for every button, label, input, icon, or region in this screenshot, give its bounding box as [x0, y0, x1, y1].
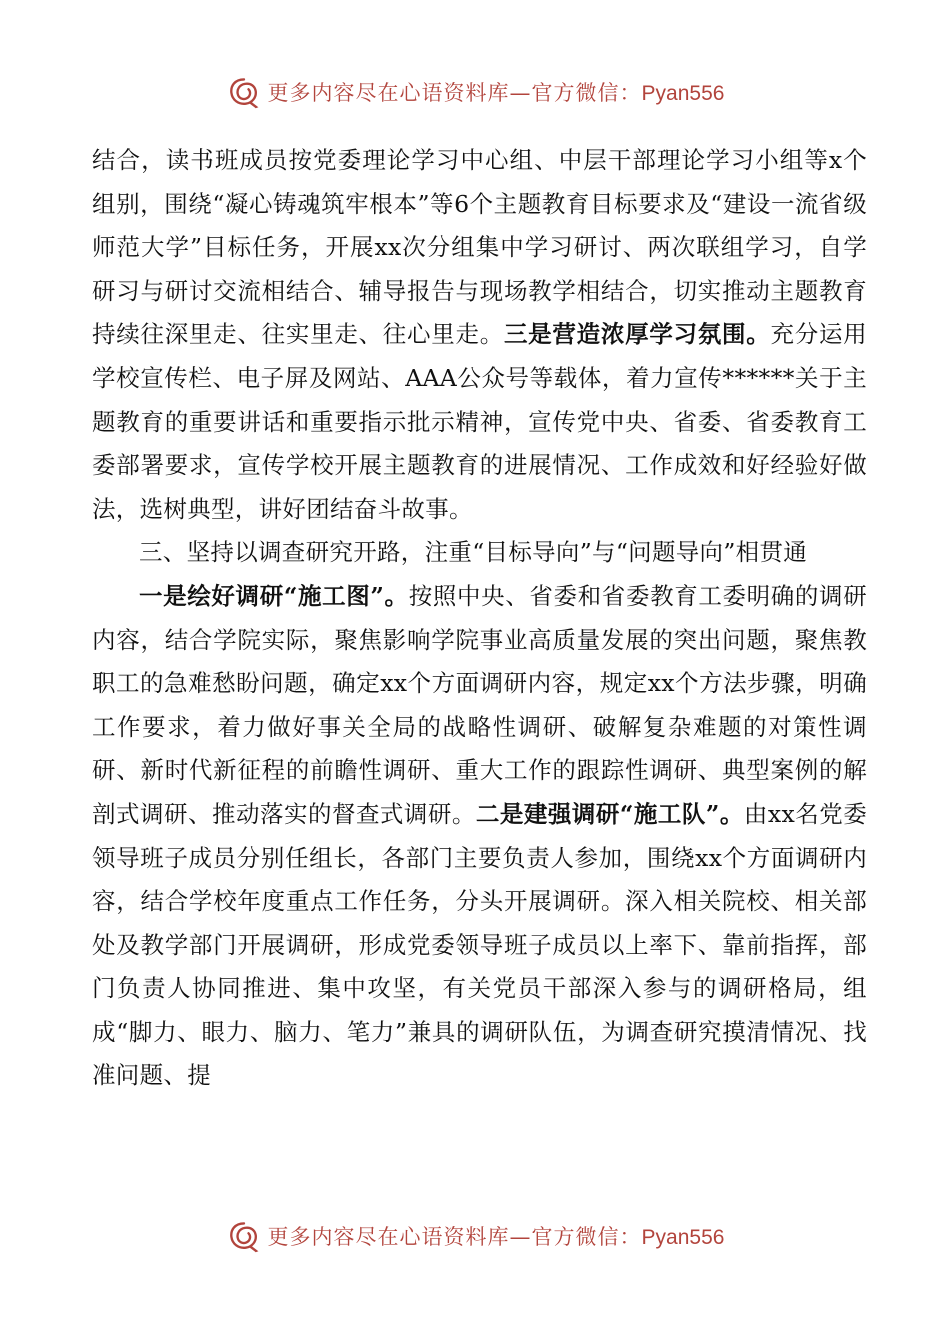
paragraph-text: 由xx名党委领导班子成员分别任组长，各部门主要负责人参加，围绕xx个方面调研内容，结合学校年度重点工作任务，分头开展调研。深入相关院校、相关部处及教学部门开展调研，形成党委领导班子成员以上率下、靠前指挥，部门负责人协同推进、集中攻坚，有关党员干部深入参与的调研格局，组成“脚力、眼力、脑力、笔力”兼具的调研队伍，为调查研究摸清情况、找准问题、提	[92, 799, 867, 1090]
paragraph-text: 充分运用学校宣传栏、电子屏及网站、AAA公众号等载体，着力宣传******关于主题教育的重要讲话和重要指示批示精神，宣传党中央、省委、省委教育工委部署要求，宣传学校开展主题教育的进展情况、工作成效和好经验好做法，选树典型，讲好团结奋斗故事。	[92, 320, 867, 523]
bold-lead-phrase: 三是营造浓厚学习氛围。	[503, 320, 771, 349]
banner-text: 更多内容尽在心语资料库—官方微信：Pyan556	[267, 1225, 725, 1249]
header-watermark-banner	[0, 72, 950, 112]
section-heading: 三、坚持以调查研究开路，注重“目标导向”与“问题导向”相贯通	[139, 538, 808, 567]
bold-lead-phrase: 二是建强调研“施工队”。	[475, 799, 744, 828]
banner-text: 更多内容尽在心语资料库—官方微信：Pyan556	[267, 81, 725, 105]
footer-watermark-banner	[0, 1216, 950, 1256]
paragraph-text: 按照中央、省委和省委教育工委明确的调研内容，结合学院实际，聚焦影响学院事业高质量发展的突出问题，聚焦教职工的急难愁盼问题，确定xx个方面调研内容，规定xx个方法步骤，明确工作要求，着力做好事关全局的战略性调研、破解复杂难题的对策性调研、新时代新征程的前瞻性调研、重大工作的跟踪性调研、典型案例的解剖式调研、推动落实的督查式调研。	[92, 581, 867, 828]
spiral-pen-logo-icon	[226, 74, 262, 110]
paragraph-research	[92, 575, 867, 1098]
wechat-id: Pyan556	[641, 82, 725, 105]
bold-lead-phrase: 一是绘好调研“施工图”。	[139, 581, 409, 610]
document-body	[92, 139, 867, 1098]
spiral-pen-logo-icon	[226, 1218, 262, 1254]
wechat-id: Pyan556	[641, 1226, 725, 1249]
paragraph-text: 结合，读书班成员按党委理论学习中心组、中层干部理论学习小组等x个组别，围绕“凝心铸魂筑牢根本”等6个主题教育目标要求及“建设一流省级师范大学”目标任务，开展xx次分组集中学习研讨、两次联组学习，自学研习与研讨交流相结合、辅导报告与现场教学相结合，切实推动主题教育持续往深里走、往实里走、往心里走。	[92, 146, 867, 349]
paragraph-continued	[92, 139, 867, 531]
